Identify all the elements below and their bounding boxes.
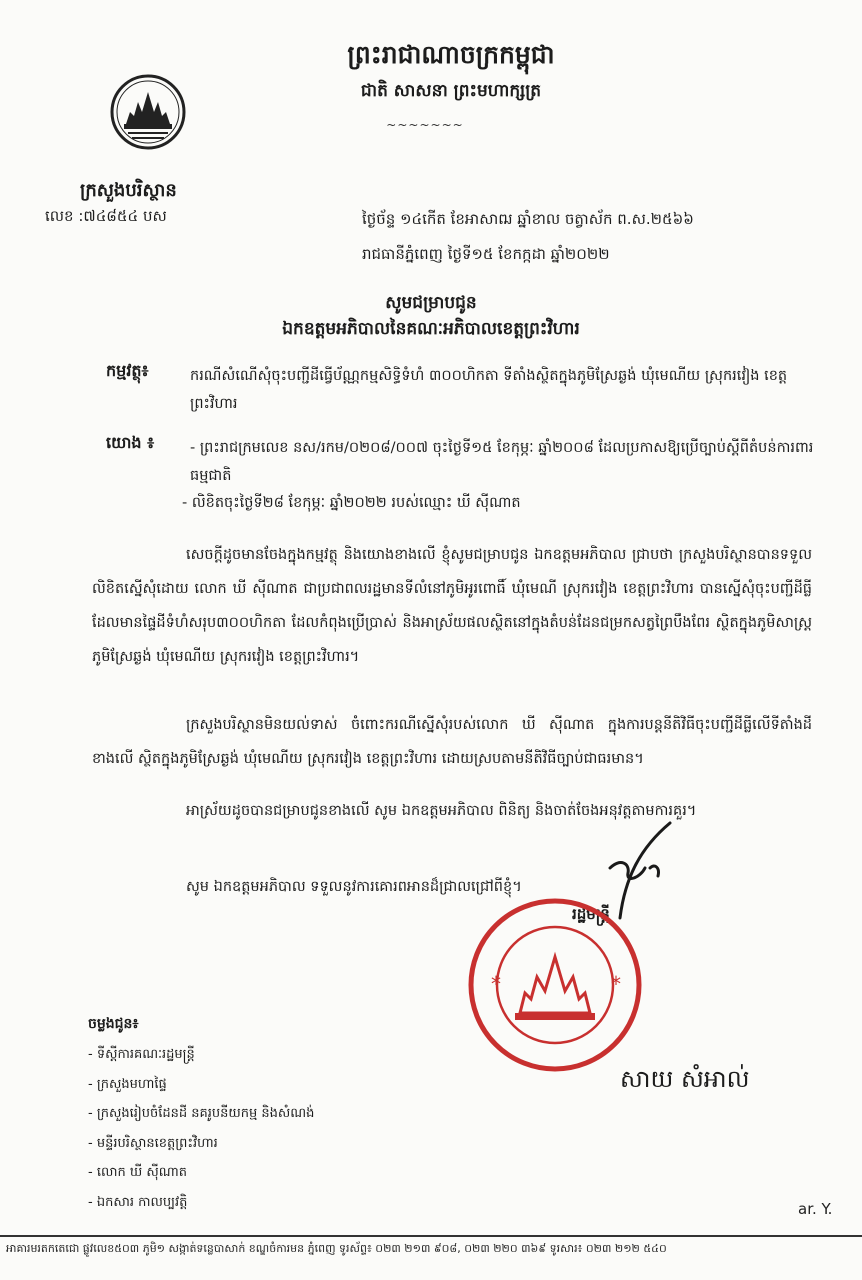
ministry-name: ក្រសួងបរិស្ថាន: [80, 180, 177, 201]
copy-to-item: - ទីស្តីការគណៈរដ្ឋមន្ត្រី: [88, 1047, 195, 1062]
national-motto: ជាតិ សាសនា ព្រះមហាក្សត្រ: [360, 81, 542, 101]
signatory-name: សាយ សំអាល់: [620, 1065, 750, 1093]
footer-divider: [0, 1235, 862, 1237]
copy-to-item: - ក្រសួងរៀបចំដែនដី នគរូបនីយកម្ម និងសំណង់: [88, 1106, 315, 1121]
copy-to-item: - លោក ឃី ស៊ីណាត: [88, 1165, 187, 1180]
reference-item-1: - ព្រះរាជក្រមលេខ នស/រកម/០២០៨/០០៧ ចុះថ្ងៃទី១៥ ខែកុម្ភៈ ឆ្នាំ២០០៨ ដែលប្រកាសឱ្យប្រើច្បាប់ស្តីពីតំបន់ការពារធម្មជាតិ: [190, 440, 814, 484]
svg-text:*: *: [491, 972, 501, 996]
official-seal: [465, 895, 645, 1075]
copy-to-item: - ក្រសួងមហាផ្ទៃ: [88, 1076, 167, 1092]
subject-label: កម្មវត្ថុ៖: [106, 361, 149, 380]
svg-text:*: *: [611, 972, 621, 996]
footer-address: អាគារមរតកតេជោ ផ្លូវលេខ៥០៣ ភូមិ១ សង្កាត់ទន្លេបាសាក់ ខណ្ឌចំការមន ភ្នំពេញ ទូរស័ព្ទ៖ ០២៣ ២១៣ ៩០៨, ០២៣ ២២០ ៣៦៩ ទូរសារ៖ ០២៣ ២១២ ៥៤០: [6, 1242, 667, 1255]
reference-number: លេខ :៧៤៨៥៤ បស: [45, 207, 167, 225]
copy-to-list: [88, 1040, 314, 1217]
lunar-date: ថ្ងៃច័ន្ទ ១៤កើត ខែអាសាឍ ឆ្នាំខាល ចត្វាស័ក ព.ស.២៥៦៦: [362, 210, 694, 228]
body-paragraph-2: ក្រសួងបរិស្ថានមិនយល់ទាស់ ចំពោះករណីស្នើសុំរបស់លោក ឃី ស៊ីណាត ក្នុងការបន្តនីតិវិធីចុះបញ្ជីដីធ្លីលើទីតាំងដីខាងលើ ស្ថិតក្នុងភូមិស្រែឆ្ងង់ ឃុំមេណីយ ស្រុករវៀង ខេត្តព្រះវិហារ ដោយស្របតាមនីតិវិធីច្បាប់ជាធរមាន។: [92, 717, 812, 767]
reference-item-2: - លិខិតចុះថ្ងៃទី២៨ ខែកុម្ភៈ ឆ្នាំ២០២២ របស់ឈ្មោះ ឃី ស៊ីណាត: [182, 495, 521, 511]
body-paragraph-4: សូម ឯកឧត្តមអភិបាល ទទួលនូវការគោរពអានដ៏ជ្រាលជ្រៅពីខ្ញុំ។: [186, 879, 522, 895]
solar-date: រាជធានីភ្នំពេញ ថ្ងៃទី១៥ ខែកក្កដា ឆ្នាំ២០២២: [362, 245, 610, 263]
kingdom-title: ព្រះរាជាណាចក្រកម្ពុជា: [347, 40, 555, 69]
initials-mark: ar. Y.: [798, 1200, 833, 1218]
copy-to-item: - មន្ទីរបរិស្ថានខេត្តព្រះវិហារ: [88, 1135, 218, 1151]
subject-text: ករណីសំណើសុំចុះបញ្ជីដីធ្វើប័ណ្ណកម្មសិទ្ធិទំហំ ៣០០ហិកតា ទីតាំងស្ថិតក្នុងភូមិស្រែឆ្ងង់ ឃុំមេណីយ ស្រុករវៀង ខេត្តព្រះវិហារ: [190, 368, 788, 412]
signatory-title: រដ្ឋមន្ត្រី: [572, 905, 610, 923]
addressee-line1: សូមជម្រាបជូន: [385, 293, 477, 313]
ministry-logo: [108, 72, 188, 162]
body-paragraph-1: សេចក្តីដូចមានចែងក្នុងកម្មវត្ថុ និងយោងខាងលើ ខ្ញុំសូមជម្រាបជូន ឯកឧត្តមអភិបាល ជ្រាបថា ក្រសួងបរិស្ថានបានទទួលលិខិតស្នើសុំដោយ លោក ឃី ស៊ីណាត ជាប្រជាពលរដ្ឋមានទីលំនៅភូមិអូរពោធិ៍ ឃុំមេណី ស្រុករវៀង ខេត្តព្រះវិហារ បានស្នើសុំចុះបញ្ជីដីធ្លីដែលមានផ្ទៃដីទំហំសរុប៣០០ហិកតា ដែលកំពុងប្រើប្រាស់ និងអាស្រ័យផលស្ថិតនៅក្នុងតំបន់ដែនជម្រកសត្វព្រៃបឹងពែរ ស្ថិតក្នុងភូមិសាស្ត្រភូមិស្រែឆ្ងង់ ឃុំមេណីយ ស្រុករវៀង ខេត្តព្រះវិហារ។: [92, 547, 812, 665]
copy-to-title: ចម្លងជូន៖: [88, 1016, 139, 1032]
addressee-line2: ឯកឧត្តមអភិបាលនៃគណៈអភិបាលខេត្តព្រះវិហារ: [282, 319, 580, 339]
ornament-divider: ~~~~~~~: [386, 118, 464, 132]
body-paragraph-3: អាស្រ័យដូចបានជម្រាបជូនខាងលើ សូម ឯកឧត្តមអភិបាល ពិនិត្យ និងចាត់ចែងអនុវត្តតាមការគួរ។: [186, 803, 697, 819]
reference-label: យោង ៖: [106, 433, 155, 452]
copy-to-item: - ឯកសារ កាលប្បវត្តិ: [88, 1194, 188, 1210]
